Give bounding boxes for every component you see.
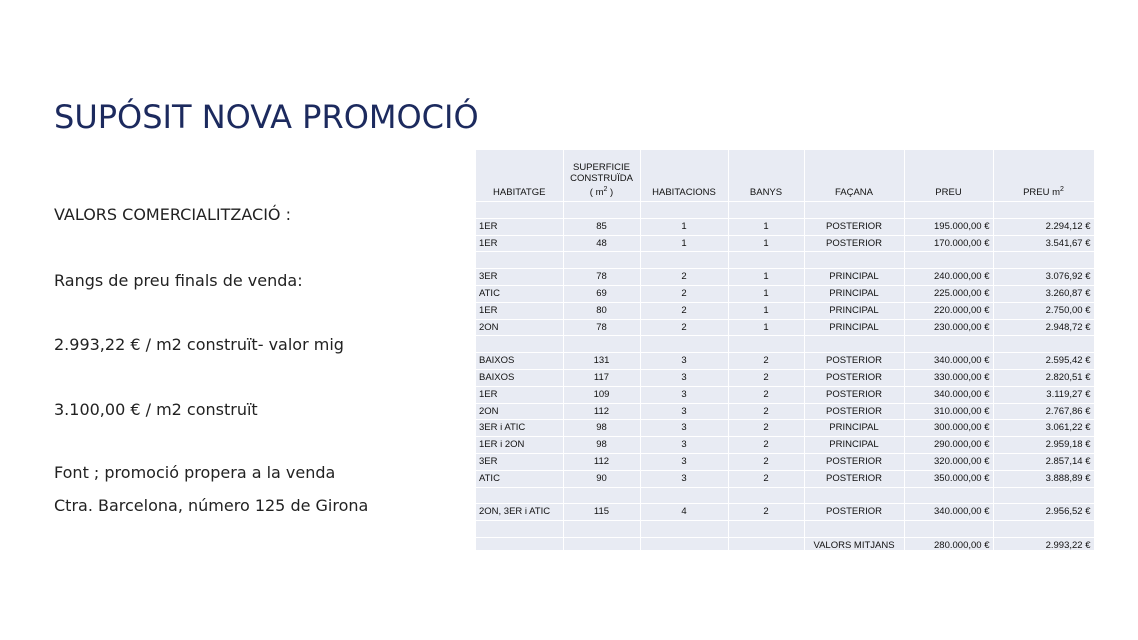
average-value-text: 2.993,22 € / m2 construït- valor mig: [54, 335, 344, 354]
cell-preu-m2: 3.260,87 €: [993, 285, 1094, 302]
cell-banys: 1: [728, 285, 804, 302]
cell-banys: [728, 521, 804, 538]
table-row: [476, 302, 1094, 319]
cell-facana: PRINCIPAL: [804, 285, 904, 302]
cell-habitacions: 2: [640, 285, 728, 302]
table-row: [476, 403, 1094, 420]
cell-preu-m2: [993, 202, 1094, 219]
cell-facana: POSTERIOR: [804, 369, 904, 386]
table-row: [476, 504, 1094, 521]
cell-habitatge: 3ER: [476, 453, 563, 470]
cell-facana: PRINCIPAL: [804, 420, 904, 437]
cell-superficie: 117: [563, 369, 640, 386]
cell-banys: [728, 252, 804, 269]
table-row: [476, 386, 1094, 403]
source-address: Ctra. Barcelona, número 125 de Girona: [54, 496, 369, 515]
cell-facana: POSTERIOR: [804, 504, 904, 521]
cell-habitatge: 2ON, 3ER i ATIC: [476, 504, 563, 521]
table-row: [476, 470, 1094, 487]
table-row: [476, 319, 1094, 336]
cell-banys: 2: [728, 453, 804, 470]
cell-facana: PRINCIPAL: [804, 437, 904, 454]
header-superficie-line2: CONSTRUÏDA: [570, 172, 633, 184]
cell-preu: 220.000,00 €: [904, 302, 993, 319]
page-title: SUPÓSIT NOVA PROMOCIÓ: [54, 98, 479, 136]
table-spacer-row: [476, 252, 1094, 269]
source-text: Font ; promoció propera a la venda: [54, 463, 336, 482]
table-row: [476, 218, 1094, 235]
cell-preu: 230.000,00 €: [904, 319, 993, 336]
cell-preu: 170.000,00 €: [904, 235, 993, 252]
cell-preu-m2: 3.888,89 €: [993, 470, 1094, 487]
cell-habitatge: 1ER: [476, 302, 563, 319]
cell-preu-m2: 2.294,12 €: [993, 218, 1094, 235]
header-preu-m2-exp: 2: [1060, 185, 1064, 193]
cell-preu-m2: [993, 521, 1094, 538]
cell-superficie: 98: [563, 420, 640, 437]
cell-habitatge: 1ER i 2ON: [476, 437, 563, 454]
cell-banys: 2: [728, 403, 804, 420]
table-row: [476, 453, 1094, 470]
cell-habitatge: 1ER: [476, 218, 563, 235]
table-spacer-row: [476, 336, 1094, 353]
cell-preu-m2: 2.993,22 €: [993, 537, 1094, 554]
cell-habitacions: 3: [640, 403, 728, 420]
price-range-label: Rangs de preu finals de venda:: [54, 271, 303, 290]
cell-preu-m2: 2.750,00 €: [993, 302, 1094, 319]
header-superficie-unit-suffix: ): [607, 187, 614, 198]
cell-habitacions: 3: [640, 386, 728, 403]
cell-facana: POSTERIOR: [804, 353, 904, 370]
header-preu-m2-prefix: PREU m: [1023, 187, 1061, 198]
header-banys: BANYS: [728, 150, 804, 202]
cell-banys: 1: [728, 269, 804, 286]
cell-banys: [728, 202, 804, 219]
cell-preu: 310.000,00 €: [904, 403, 993, 420]
cell-habitatge: 2ON: [476, 403, 563, 420]
cell-superficie: 90: [563, 470, 640, 487]
cell-preu: 300.000,00 €: [904, 420, 993, 437]
cell-superficie: 112: [563, 453, 640, 470]
cell-preu: 280.000,00 €: [904, 537, 993, 554]
cell-preu-m2: 3.541,67 €: [993, 235, 1094, 252]
header-superficie-unit-exp: 2: [603, 185, 608, 193]
cell-preu: [904, 521, 993, 538]
cell-preu: 225.000,00 €: [904, 285, 993, 302]
cell-banys: 2: [728, 386, 804, 403]
table-row: [476, 285, 1094, 302]
cell-habitacions: 3: [640, 353, 728, 370]
header-superficie-unit-prefix: ( m: [589, 187, 604, 198]
cell-superficie: 109: [563, 386, 640, 403]
cell-superficie: 78: [563, 269, 640, 286]
cell-habitacions: [640, 336, 728, 353]
cell-banys: 1: [728, 235, 804, 252]
properties-table-container: [476, 150, 1094, 550]
cell-preu: [904, 487, 993, 504]
cell-preu-m2: 2.956,52 €: [993, 504, 1094, 521]
cell-facana: POSTERIOR: [804, 470, 904, 487]
cell-habitacions: 3: [640, 420, 728, 437]
cell-preu-m2: 2.767,86 €: [993, 403, 1094, 420]
table-row: [476, 269, 1094, 286]
cell-superficie: [563, 521, 640, 538]
cell-habitacions: [640, 487, 728, 504]
cell-habitatge: BAIXOS: [476, 369, 563, 386]
cell-facana: PRINCIPAL: [804, 319, 904, 336]
cell-preu: [904, 202, 993, 219]
cell-habitatge: [476, 487, 563, 504]
cell-habitacions: 2: [640, 319, 728, 336]
cell-habitatge: BAIXOS: [476, 353, 563, 370]
cell-preu-m2: 2.595,42 €: [993, 353, 1094, 370]
cell-facana: [804, 487, 904, 504]
cell-habitacions: 3: [640, 437, 728, 454]
cell-facana: [804, 252, 904, 269]
cell-superficie: [563, 336, 640, 353]
header-habitatge: HABITATGE: [476, 150, 563, 202]
cell-preu-m2: 2.948,72 €: [993, 319, 1094, 336]
cell-habitacions: 2: [640, 269, 728, 286]
cell-preu: 320.000,00 €: [904, 453, 993, 470]
header-preu: PREU: [904, 150, 993, 202]
cell-habitatge: [476, 336, 563, 353]
cell-superficie: [563, 487, 640, 504]
cell-facana: POSTERIOR: [804, 235, 904, 252]
cell-habitatge: [476, 252, 563, 269]
cell-superficie: 48: [563, 235, 640, 252]
cell-banys: 1: [728, 302, 804, 319]
cell-preu-m2: 2.820,51 €: [993, 369, 1094, 386]
section-heading: VALORS COMERCIALITZACIÓ :: [54, 205, 291, 224]
table-row: [476, 369, 1094, 386]
cell-facana: POSTERIOR: [804, 218, 904, 235]
cell-preu: 290.000,00 €: [904, 437, 993, 454]
cell-preu: 330.000,00 €: [904, 369, 993, 386]
cell-habitatge: ATIC: [476, 470, 563, 487]
cell-superficie: [563, 252, 640, 269]
cell-preu-m2: 2.857,14 €: [993, 453, 1094, 470]
header-habitacions: HABITACIONS: [640, 150, 728, 202]
cell-preu: 340.000,00 €: [904, 504, 993, 521]
cell-habitatge: 3ER: [476, 269, 563, 286]
cell-preu-m2: 3.061,22 €: [993, 420, 1094, 437]
cell-preu: [904, 336, 993, 353]
cell-facana: POSTERIOR: [804, 453, 904, 470]
table-row: [476, 420, 1094, 437]
header-preu-m2: [993, 150, 1094, 202]
cell-superficie: 115: [563, 504, 640, 521]
header-superficie-line1: SUPERFICIE: [572, 161, 630, 173]
cell-habitacions: 4: [640, 504, 728, 521]
cell-facana: PRINCIPAL: [804, 269, 904, 286]
cell-superficie: 69: [563, 285, 640, 302]
cell-habitatge: 3ER i ATIC: [476, 420, 563, 437]
cell-banys: 2: [728, 420, 804, 437]
properties-table: [476, 150, 1095, 555]
cell-banys: 2: [728, 353, 804, 370]
cell-habitacions: 1: [640, 235, 728, 252]
cell-superficie: 98: [563, 437, 640, 454]
cell-banys: 2: [728, 369, 804, 386]
cell-preu: 195.000,00 €: [904, 218, 993, 235]
cell-facana: VALORS MITJANS: [804, 537, 904, 554]
cell-habitacions: 3: [640, 453, 728, 470]
table-row: [476, 353, 1094, 370]
cell-superficie: 112: [563, 403, 640, 420]
cell-preu-m2: 3.076,92 €: [993, 269, 1094, 286]
cell-superficie: 78: [563, 319, 640, 336]
cell-preu-m2: 2.959,18 €: [993, 437, 1094, 454]
cell-banys: [728, 537, 804, 554]
cell-habitacions: 2: [640, 302, 728, 319]
table-spacer-row: [476, 521, 1094, 538]
table-row: [476, 537, 1094, 554]
cell-facana: [804, 521, 904, 538]
cell-superficie: 80: [563, 302, 640, 319]
cell-habitacions: 3: [640, 470, 728, 487]
cell-habitacions: [640, 252, 728, 269]
cell-preu-m2: [993, 487, 1094, 504]
cell-banys: 1: [728, 319, 804, 336]
table-spacer-row: [476, 487, 1094, 504]
cell-habitatge: 1ER: [476, 235, 563, 252]
cell-preu: 240.000,00 €: [904, 269, 993, 286]
cell-habitacions: [640, 537, 728, 554]
table-header-row: [476, 150, 1094, 202]
cell-facana: PRINCIPAL: [804, 302, 904, 319]
header-superficie-unit: [567, 184, 637, 198]
cell-preu-m2: [993, 252, 1094, 269]
cell-habitacions: [640, 521, 728, 538]
cell-superficie: 131: [563, 353, 640, 370]
header-superficie: [563, 150, 640, 202]
built-value-text: 3.100,00 € / m2 construït: [54, 400, 258, 419]
cell-preu-m2: 3.119,27 €: [993, 386, 1094, 403]
cell-preu: 340.000,00 €: [904, 353, 993, 370]
cell-banys: 2: [728, 470, 804, 487]
cell-banys: 2: [728, 504, 804, 521]
cell-banys: [728, 336, 804, 353]
cell-preu: 340.000,00 €: [904, 386, 993, 403]
table-row: [476, 235, 1094, 252]
cell-preu: 350.000,00 €: [904, 470, 993, 487]
cell-preu-m2: [993, 336, 1094, 353]
cell-habitatge: [476, 521, 563, 538]
cell-facana: [804, 336, 904, 353]
cell-habitacions: [640, 202, 728, 219]
cell-habitacions: 3: [640, 369, 728, 386]
cell-banys: [728, 487, 804, 504]
table-spacer-row: [476, 202, 1094, 219]
header-facana: FAÇANA: [804, 150, 904, 202]
cell-habitacions: 1: [640, 218, 728, 235]
cell-facana: [804, 202, 904, 219]
cell-facana: POSTERIOR: [804, 403, 904, 420]
table-body: [476, 202, 1094, 555]
cell-habitatge: 1ER: [476, 386, 563, 403]
cell-superficie: [563, 202, 640, 219]
cell-banys: 2: [728, 437, 804, 454]
cell-superficie: [563, 537, 640, 554]
cell-habitatge: [476, 202, 563, 219]
cell-habitatge: ATIC: [476, 285, 563, 302]
cell-superficie: 85: [563, 218, 640, 235]
table-row: [476, 437, 1094, 454]
cell-preu: [904, 252, 993, 269]
cell-banys: 1: [728, 218, 804, 235]
cell-facana: POSTERIOR: [804, 386, 904, 403]
cell-habitatge: [476, 537, 563, 554]
cell-habitatge: 2ON: [476, 319, 563, 336]
